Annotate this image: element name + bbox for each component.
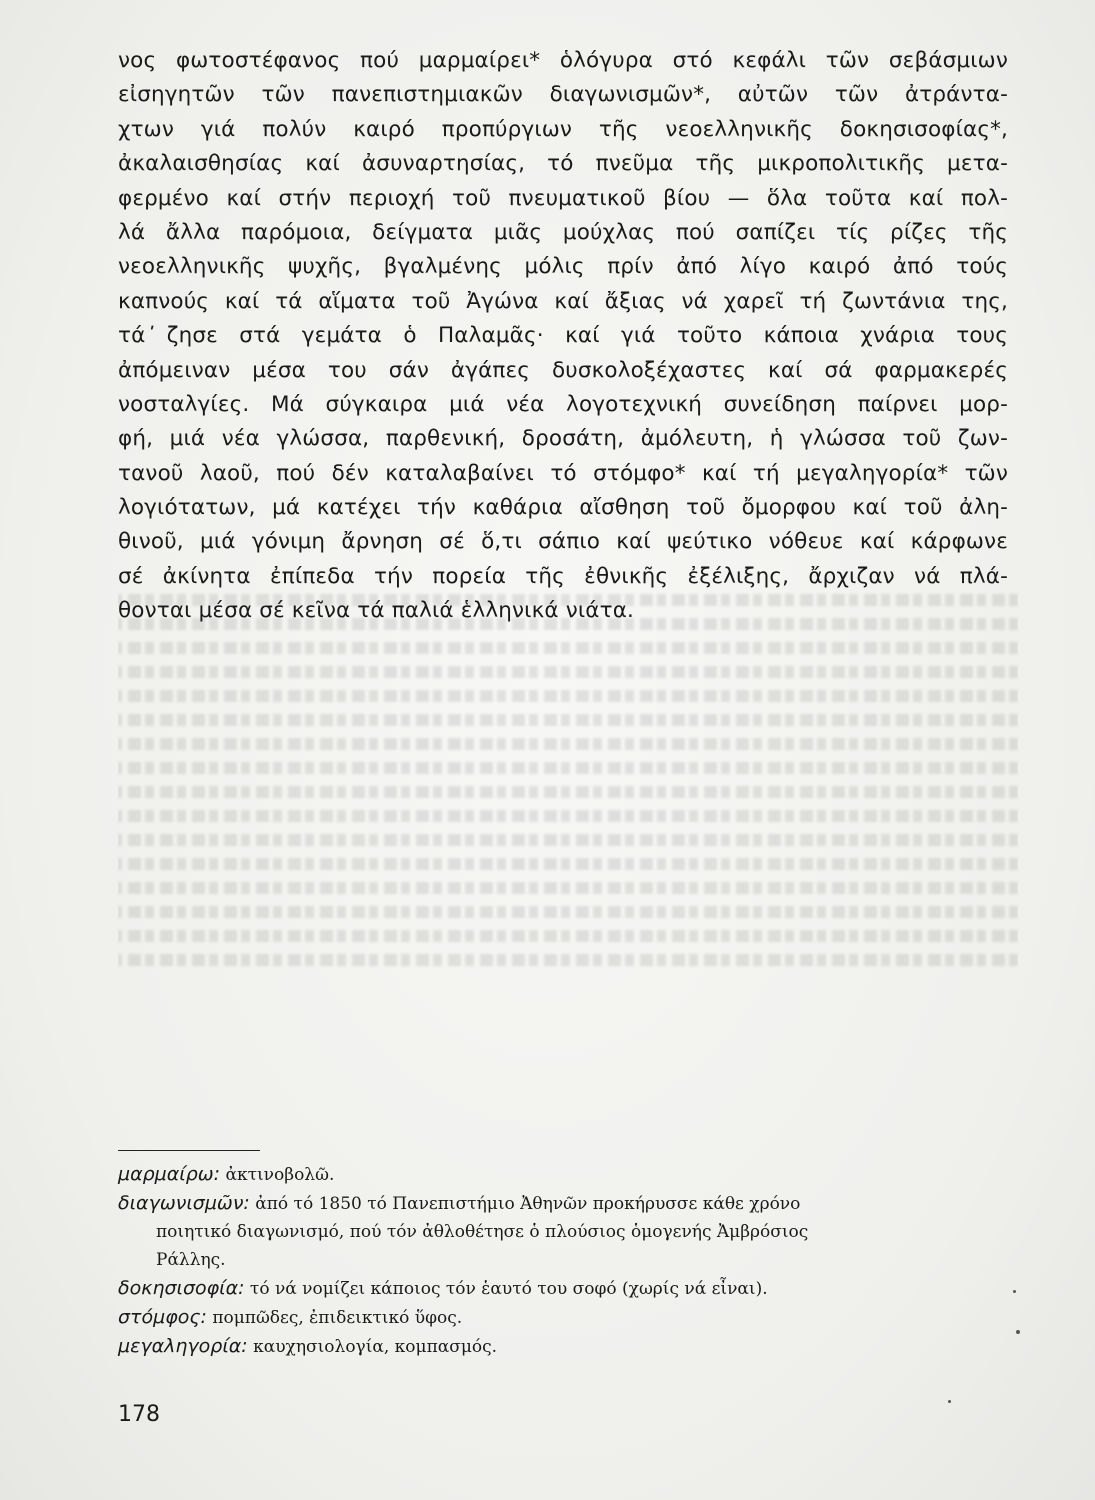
footnotes bbox=[118, 1160, 1018, 1361]
bleed-line bbox=[118, 666, 1018, 678]
bleed-line bbox=[118, 690, 1018, 702]
footnote-definition: ἀπό τό 1850 τό Πανεπιστήμιο Ἀθηνῶν προκήρυσσε κάθε χρόνο bbox=[255, 1194, 801, 1214]
text-line: νεοελληνικῆς ψυχῆς, βγαλμένης μόλις πρίν ἀπό λίγο καιρό ἀπό τούς bbox=[118, 254, 1008, 280]
footnote bbox=[118, 1332, 1018, 1361]
footnote-divider bbox=[118, 1150, 260, 1151]
bleed-line bbox=[118, 930, 1018, 942]
bleed-line bbox=[118, 954, 1018, 966]
body-text bbox=[118, 44, 1008, 629]
bleed-line bbox=[118, 858, 1018, 870]
footnote bbox=[118, 1274, 1018, 1303]
footnote-term: μαρμαίρω: bbox=[118, 1163, 221, 1185]
text-line: τά ̕ζησε στά γεμάτα ὁ Παλαμᾶς· καί γιά τοῦτο κάποια χνάρια τους bbox=[118, 323, 1008, 349]
text-line: λά ἄλλα παρόμοια, δείγματα μιᾶς μούχλας πού σαπίζει τίς ρίζες τῆς bbox=[118, 219, 1008, 245]
text-line: καπνούς καί τά αἵματα τοῦ Ἀγώνα καί ἄξιας νά χαρεῖ τή ζωντάνια της, bbox=[118, 288, 1008, 314]
bleed-line bbox=[118, 762, 1018, 774]
footnote-definition: καυχησιολογία, κομπασμός. bbox=[253, 1337, 498, 1357]
footnote-definition: ἀκτινοβολῶ. bbox=[225, 1165, 335, 1185]
text-line: λογιότατων, μά κατέχει τήν καθάρια αἴσθηση τοῦ ὄμορφου καί τοῦ ἀλη- bbox=[118, 495, 1008, 521]
text-line: χτων γιά πολύν καιρό προπύργιων τῆς νεοελληνικῆς δοκησισοφίας*, bbox=[118, 116, 1008, 142]
text-line: τανοῦ λαοῦ, πού δέν καταλαβαίνει τό στόμφο* καί τή μεγαληγορία* τῶν bbox=[118, 460, 1008, 486]
text-line: ἀκαλαισθησίας καί ἀσυναρτησίας, τό πνεῦμα τῆς μικροπολιτικῆς μετα- bbox=[118, 151, 1008, 177]
bleed-line bbox=[118, 786, 1018, 798]
footnote bbox=[118, 1303, 1018, 1332]
print-speck bbox=[1016, 1330, 1020, 1334]
bleed-through-text bbox=[118, 584, 1018, 1144]
bleed-line bbox=[118, 882, 1018, 894]
footnote-definition: τό νά νομίζει κάποιος τόν ἑαυτό του σοφό (χωρίς νά εἶναι). bbox=[249, 1279, 768, 1299]
footnote-continuation: ποιητικό διαγωνισμό, πού τόν ἀθλοθέτησε ὁ πλούσιος ὁμογενής Ἀμβρόσιος bbox=[156, 1222, 809, 1242]
footnote-term: μεγαληγορία: bbox=[118, 1335, 248, 1357]
text-line: σέ ἀκίνητα ἐπίπεδα τήν πορεία τῆς ἐθνικῆς ἐξέλιξης, ἄρχιζαν νά πλά- bbox=[118, 563, 1008, 589]
footnote-term: διαγωνισμῶν: bbox=[118, 1192, 250, 1214]
print-speck bbox=[1013, 1290, 1016, 1293]
footnote-term: στόμφος: bbox=[118, 1306, 207, 1328]
bleed-line bbox=[118, 738, 1018, 750]
text-line: θονται μέσα σέ κεῖνα τά παλιά ἑλληνικά νιάτα. bbox=[118, 598, 635, 624]
footnote bbox=[118, 1160, 1018, 1189]
text-line: φερμένο καί στήν περιοχή τοῦ πνευματικοῦ βίου — ὅλα τοῦτα καί πολ- bbox=[118, 185, 1008, 211]
text-line: νος φωτοστέφανος πού μαρμαίρει* ὁλόγυρα στό κεφάλι τῶν σεβάσμιων bbox=[118, 48, 1008, 73]
bleed-line bbox=[118, 810, 1018, 822]
footnote bbox=[118, 1189, 1018, 1218]
text-line: ἀπόμειναν μέσα του σάν ἀγάπες δυσκολοξέχαστες καί σά φαρμακερές bbox=[118, 357, 1008, 383]
text-line: φή, μιά νέα γλώσσα, παρθενική, δροσάτη, ἀμόλευτη, ἡ γλώσσα τοῦ ζων- bbox=[118, 426, 1008, 452]
text-line: θινοῦ, μιά γόνιμη ἄρνηση σέ ὅ,τι σάπιο καί ψεύτικο νόθευε καί κάρφωνε bbox=[118, 529, 1008, 555]
footnote-term: δοκησισοφία: bbox=[118, 1277, 245, 1299]
bleed-line bbox=[118, 906, 1018, 918]
footnote-definition: πομπῶδες, ἐπιδεικτικό ὕφος. bbox=[212, 1308, 463, 1328]
text-line: εἰσηγητῶν τῶν πανεπιστημιακῶν διαγωνισμῶν*, αὐτῶν τῶν ἀτράντα- bbox=[118, 82, 1008, 108]
footnote-continuation: Ράλλης. bbox=[156, 1250, 226, 1270]
bleed-line bbox=[118, 834, 1018, 846]
bleed-line bbox=[118, 642, 1018, 654]
bleed-line bbox=[118, 714, 1018, 726]
print-speck bbox=[948, 1400, 951, 1403]
text-line: νοσταλγίες. Μά σύγκαιρα μιά νέα λογοτεχνική συνείδηση παίρνει μορ- bbox=[118, 391, 1008, 417]
page-number: 178 bbox=[118, 1402, 160, 1427]
